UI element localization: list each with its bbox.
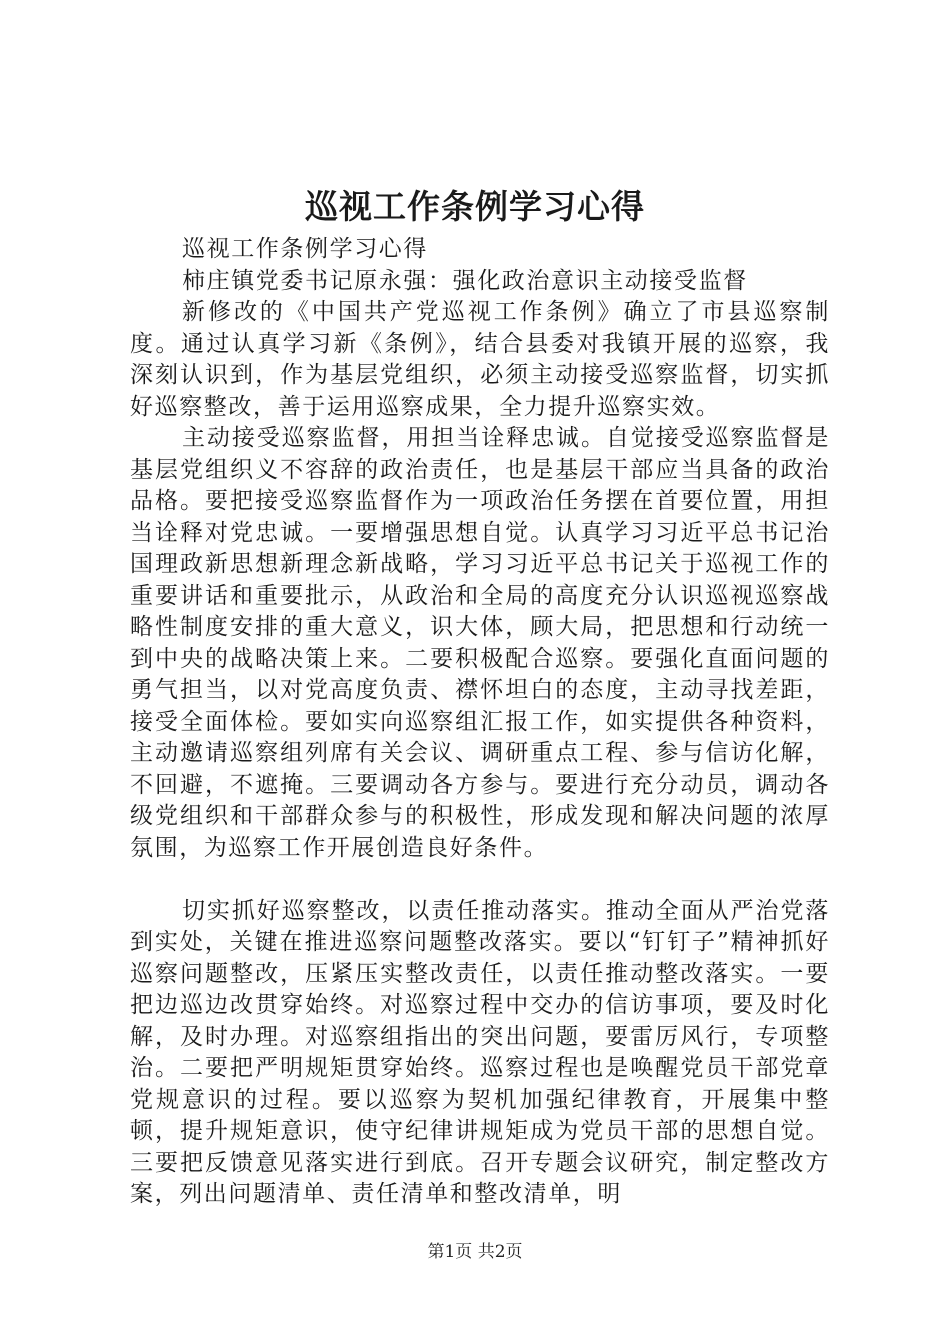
paragraph-intro: 新修改的《中国共产党巡视工作条例》确立了市县巡察制度。通过认真学习新《条例》，结合县委对我镇开展的巡察，我深刻认识到，作为基层党组织，必须主动接受巡察监督，切实抓好巡察整改，善于运用巡察成果，全力提升巡察实效。 xyxy=(130,299,830,420)
paragraph-subtitle: 巡视工作条例学习心得 xyxy=(182,236,428,262)
page-number-footer: 第1页 共2页 xyxy=(427,1242,523,1262)
paragraph-rectification: 切实抓好巡察整改，以责任推动落实。推动全面从严治党落到实处，关键在推进巡察问题整改落实。要以“钉钉子”精神抓好巡察问题整改，压紧压实整改责任，以责任推动整改落实。一要把边巡边改贯穿始终。对巡察过程中交办的信访事项，要及时化解，及时办理。对巡察组指出的突出问题，要雷厉风行，专项整治。二要把严明规矩贯穿始终。巡察过程也是唤醒党员干部党章党规意识的过程。要以巡察为契机加强纪律教育，开展集中整顿，提升规矩意识，使守纪律讲规矩成为党员干部的思想自觉。三要把反馈意见落实进行到底。召开专题会议研究，制定整改方案，列出问题清单、责任清单和整改清单，明 xyxy=(130,897,830,1207)
document-title: 巡视工作条例学习心得 xyxy=(305,187,645,226)
paragraph-author-line: 柿庄镇党委书记原永强：强化政治意识主动接受监督 xyxy=(182,267,748,294)
document-body xyxy=(130,234,830,1211)
paragraph-accept-supervision: 主动接受巡察监督，用担当诠释忠诚。自觉接受巡察监督是基层党组织义不容辞的政治责任，也是基层干部应当具备的政治品格。要把接受巡察监督作为一项政治任务摆在首要位置，用担当诠释对党忠诚。一要增强思想自觉。认真学习习近平总书记治国理政新思想新理念新战略，学习习近平总书记关于巡视工作的重要讲话和重要批示，从政治和全局的高度充分认识巡视巡察战略性制度安排的重大意义，识大体，顾大局，把思想和行动统一到中央的战略决策上来。二要积极配合巡察。要强化直面问题的勇气担当，以对党高度负责、襟怀坦白的态度，主动寻找差距，接受全面体检。要如实向巡察组汇报工作，如实提供各种资料，主动邀请巡察组列席有关会议、调研重点工程、参与信访化解，不回避，不遮掩。三要调动各方参与。要进行充分动员，调动各级党组织和干部群众参与的积极性，形成发现和解决问题的浓厚氛围，为巡察工作开展创造良好条件。 xyxy=(130,425,830,861)
